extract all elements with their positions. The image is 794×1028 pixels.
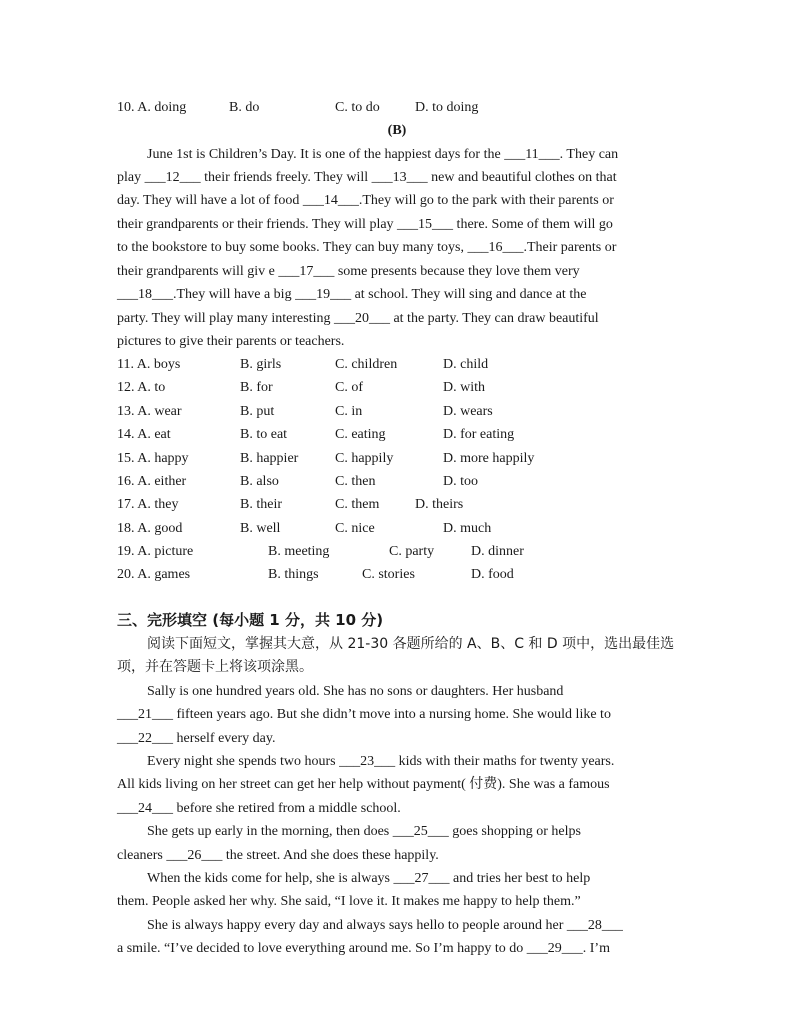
- passage-3-line: ___21___ fifteen years ago. But she didn’t move into a nursing home. She would like to: [117, 707, 611, 722]
- q13-option-b: B. put: [240, 404, 275, 419]
- q13-option-a: 13. A. wear: [117, 404, 182, 419]
- q10-option-b: B. do: [229, 100, 260, 115]
- passage-3-line: She is always happy every day and always says hello to people around her ___28___: [147, 918, 623, 933]
- q20-option-b: B. things: [268, 567, 319, 582]
- q12-option-c: C. of: [335, 380, 363, 395]
- passage-3-line: Sally is one hundred years old. She has no sons or daughters. Her husband: [147, 684, 564, 699]
- passage-3-line: All kids living on her street can get her help without payment( 付费). She was a famous: [117, 777, 610, 792]
- passage-b-line: party. They will play many interesting ___20___ at the party. They can draw beautiful: [117, 311, 599, 326]
- q11-option-c: C. children: [335, 357, 398, 372]
- passage-b-line: day. They will have a lot of food ___14___.They will go to the park with their parents or: [117, 193, 614, 208]
- q15-option-b: B. happier: [240, 451, 299, 466]
- q20-option-c: C. stories: [362, 567, 415, 582]
- q13-option-d: D. wears: [443, 404, 493, 419]
- q10-option-a: 10. A. doing: [117, 100, 187, 115]
- passage-b-line: their grandparents or their friends. They will play ___15___ there. Some of them will go: [117, 217, 613, 232]
- section-3-heading: 三、完形填空 (每小题 1 分，共 10 分): [117, 611, 384, 629]
- q18-option-b: B. well: [240, 521, 281, 536]
- q18-option-c: C. nice: [335, 521, 375, 536]
- q19-option-d: D. dinner: [471, 544, 524, 559]
- q10-option-c: C. to do: [335, 100, 380, 115]
- passage-3-line: ___22___ herself every day.: [117, 731, 276, 746]
- passage-3-line: cleaners ___26___ the street. And she does these happily.: [117, 848, 439, 863]
- q16-option-a: 16. A. either: [117, 474, 187, 489]
- passage-3-line: When the kids come for help, she is always ___27___ and tries her best to help: [147, 871, 591, 886]
- q16-option-c: C. then: [335, 474, 376, 489]
- q11-option-d: D. child: [443, 357, 489, 372]
- section-3-instruction: 阅读下面短文，掌握其大意，从 21-30 各题所给的 A、B、C 和 D 项中，选出最佳选项，并在答题卡上将该项涂黑。: [117, 636, 675, 676]
- q12-option-a: 12. A. to: [117, 380, 166, 395]
- passage-3-line: a smile. “I’ve decided to love everything around me. So I’m happy to do ___29___. I’m: [117, 941, 610, 956]
- passage-3-line: ___24___ before she retired from a middle school.: [117, 801, 401, 816]
- q15-option-c: C. happily: [335, 451, 394, 466]
- q14-option-a: 14. A. eat: [117, 427, 171, 442]
- q14-option-d: D. for eating: [443, 427, 515, 442]
- passage-b-line: pictures to give their parents or teachers.: [117, 334, 345, 349]
- q18-option-a: 18. A. good: [117, 521, 183, 536]
- passage-3-line: She gets up early in the morning, then does ___25___ goes shopping or helps: [147, 824, 581, 839]
- q14-option-b: B. to eat: [240, 427, 288, 442]
- passage-b-line: June 1st is Children’s Day. It is one of the happiest days for the ___11___. They can: [147, 147, 619, 162]
- q15-option-d: D. more happily: [443, 451, 535, 466]
- q15-option-a: 15. A. happy: [117, 451, 189, 466]
- q11-option-b: B. girls: [240, 357, 282, 372]
- q19-option-c: C. party: [389, 544, 435, 559]
- passage-b-line: their grandparents will giv e ___17___ some presents because they love them very: [117, 264, 580, 279]
- section-b-title: (B): [387, 123, 407, 138]
- q16-option-d: D. too: [443, 474, 478, 489]
- passage-3-line: them. People asked her why. She said, “I love it. It makes me happy to help them.”: [117, 894, 581, 909]
- q17-option-b: B. their: [240, 497, 282, 512]
- passage-3-line: Every night she spends two hours ___23___ kids with their maths for twenty years.: [147, 754, 615, 769]
- passage-b-line: play ___12___ their friends freely. They will ___13___ new and beautiful clothes on that: [117, 170, 617, 185]
- q13-option-c: C. in: [335, 404, 363, 419]
- q18-option-d: D. much: [443, 521, 492, 536]
- q19-option-a: 19. A. picture: [117, 544, 194, 559]
- passage-b-line: to the bookstore to buy some books. They can buy many toys, ___16___.Their parents or: [117, 240, 617, 255]
- q17-option-d: D. theirs: [415, 497, 464, 512]
- q10-option-d: D. to doing: [415, 100, 479, 115]
- passage-b-line: ___18___.They will have a big ___19___ at school. They will sing and dance at the: [117, 287, 587, 302]
- q12-option-d: D. with: [443, 380, 485, 395]
- q19-option-b: B. meeting: [268, 544, 330, 559]
- q14-option-c: C. eating: [335, 427, 386, 442]
- q11-option-a: 11. A. boys: [117, 357, 181, 372]
- q12-option-b: B. for: [240, 380, 273, 395]
- q17-option-a: 17. A. they: [117, 497, 179, 512]
- q17-option-c: C. them: [335, 497, 380, 512]
- q16-option-b: B. also: [240, 474, 279, 489]
- q20-option-a: 20. A. games: [117, 567, 191, 582]
- q20-option-d: D. food: [471, 567, 514, 582]
